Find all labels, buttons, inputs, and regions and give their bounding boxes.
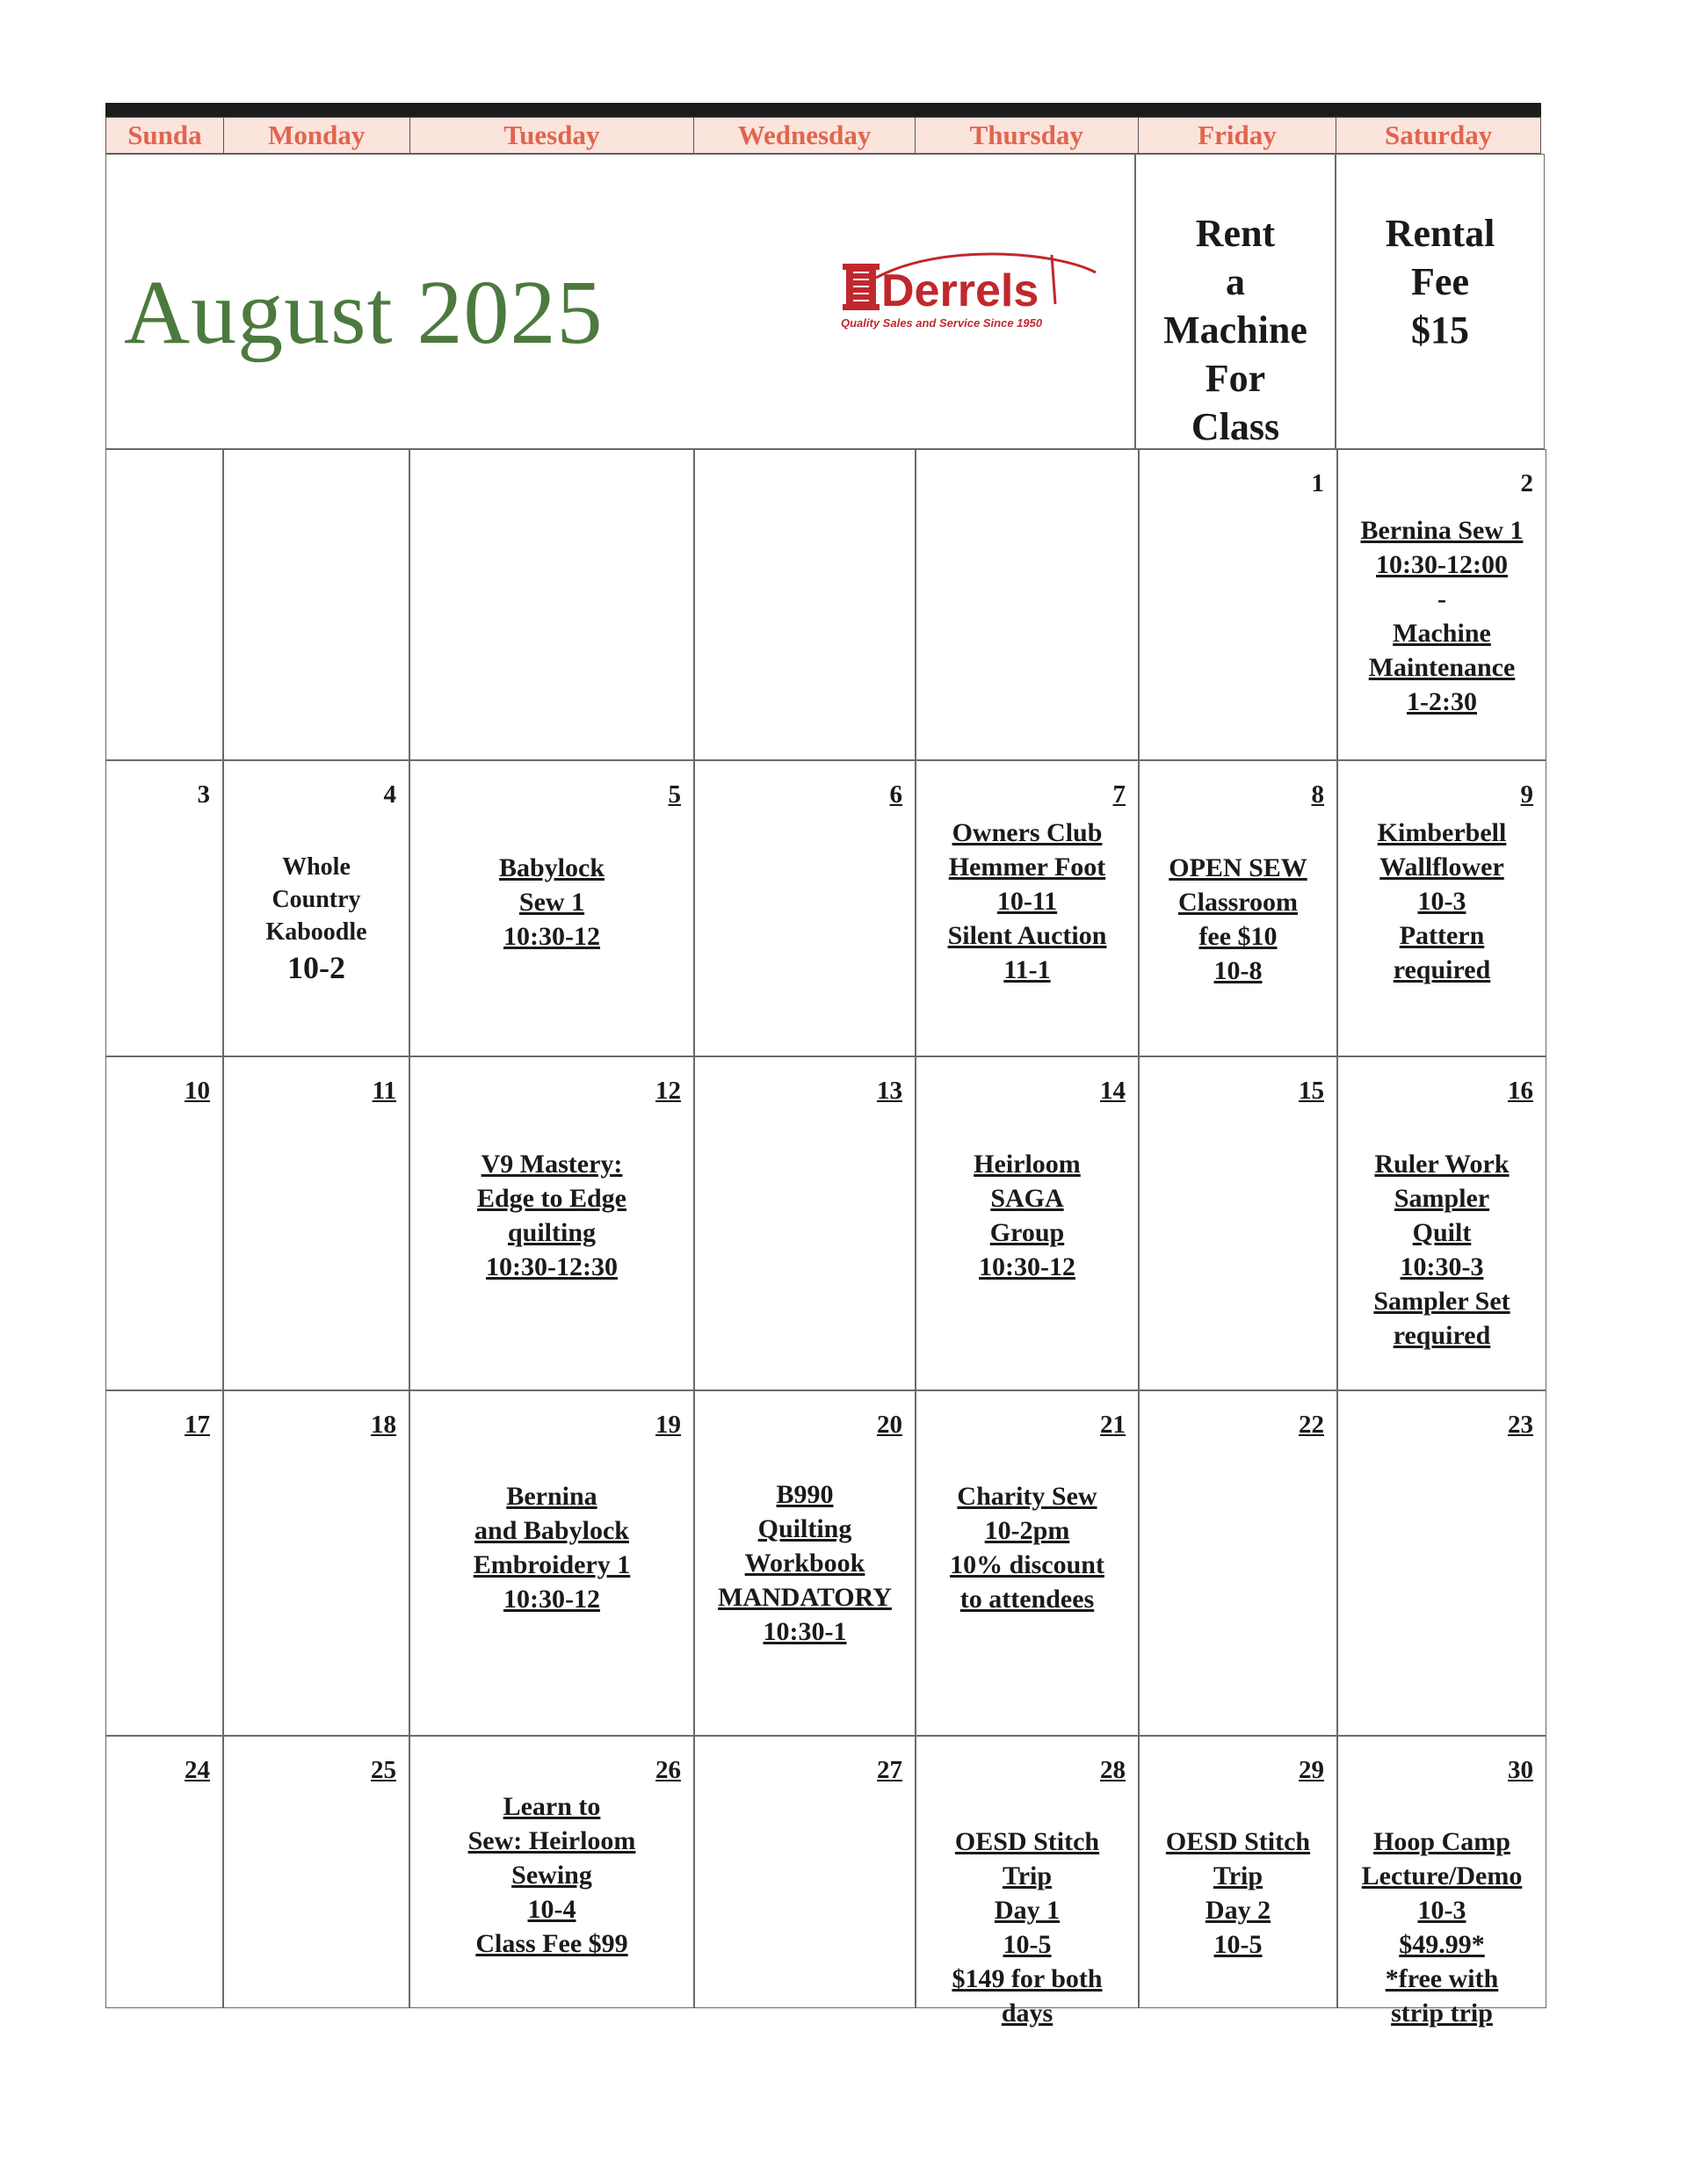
event-line: 11-1 [1003,955,1051,984]
rent-line: Rent [1195,212,1276,255]
rent-line: For [1205,357,1266,400]
event-line: Silent Auction [947,921,1107,950]
event-line: 10:30-12 [503,922,600,951]
day-number: 20 [877,1411,902,1439]
event-text [916,1479,1138,1616]
event-line: Country [272,886,361,913]
event-line: Wallflower [1379,853,1504,882]
day-number: 22 [1299,1411,1324,1439]
weekday-friday: Friday [1139,118,1337,153]
event-line: V9 Mastery: [481,1150,623,1179]
event-line: Class Fee $99 [475,1929,628,1958]
event-text [695,1477,915,1649]
event-line: Learn to [503,1792,601,1821]
event-line: $49.99* [1399,1930,1485,1959]
day-cell [1139,1056,1337,1390]
event-text [916,816,1138,987]
event-line: Machine [1393,619,1491,648]
day-cell [105,1390,223,1736]
rental-fee-text [1336,209,1544,354]
day-cell [223,1390,409,1736]
day-number: 9 [1520,780,1533,809]
day-number: 3 [197,780,210,809]
day-cell [1337,449,1546,760]
day-cell [916,1056,1139,1390]
event-line: Workbook [744,1549,865,1578]
day-number: 14 [1100,1077,1126,1105]
day-cell [694,1736,916,2008]
day-cell [916,1736,1139,2028]
day-number: 13 [877,1077,902,1105]
day-cell [694,449,916,760]
event-line: Bernina [506,1482,597,1511]
event-line: Sampler [1394,1184,1490,1213]
rent-line: Machine [1163,308,1307,352]
event-line: SAGA [990,1184,1064,1213]
day-cell [1139,760,1337,1056]
day-cell [409,449,694,760]
event-line: Ruler Work [1374,1150,1510,1179]
day-number: 23 [1508,1411,1533,1439]
event-line: 10-3 [1417,1896,1466,1925]
day-cell [223,1736,409,2008]
event-line: Charity Sew [957,1482,1097,1511]
day-cell [409,1056,694,1390]
day-cell [1337,1056,1546,1390]
event-text [1338,1825,1546,2030]
event-line: Maintenance [1368,653,1516,682]
event-line: Sampler Set [1373,1287,1510,1316]
event-line: - [1437,584,1446,613]
fee-line: Rental [1385,212,1495,255]
event-line: Heirloom [974,1150,1081,1179]
rent-line: a [1226,260,1245,303]
event-line: OESD Stitch [1165,1827,1311,1856]
day-cell [694,760,916,1056]
event-line: Classroom [1177,888,1299,917]
event-line: Lecture/Demo [1361,1861,1523,1890]
rent-promo-text [1136,209,1335,451]
event-line: 1-2:30 [1407,687,1477,716]
event-line: to attendees [959,1585,1095,1614]
weekday-header [105,117,1541,154]
event-line: and Babylock [474,1516,629,1545]
title-banner [105,154,1135,449]
event-text [410,1479,693,1616]
day-number: 27 [877,1756,902,1784]
day-number: 4 [383,780,396,809]
event-text [1338,816,1546,987]
day-cell [1337,1736,1546,2028]
weekday-tuesday: Tuesday [410,118,695,153]
day-cell [105,760,223,1056]
day-number: 5 [668,780,681,809]
month-title: August 2025 [124,262,604,363]
event-line: required [1393,955,1491,984]
event-line: Pattern [1399,921,1485,950]
day-cell [223,1056,409,1390]
event-line: Sew: Heirloom [467,1826,636,1855]
weekday-sunday: Sunda [106,118,224,153]
event-line: Group [989,1218,1065,1247]
day-cell [1139,449,1337,760]
event-line: 10-2 [287,950,345,985]
day-cell [1139,1736,1337,2008]
day-number: 10 [185,1077,210,1105]
event-line: 10:30-12 [979,1252,1075,1281]
event-line: Day 1 [994,1896,1061,1925]
day-number: 15 [1299,1077,1324,1105]
weekday-thursday: Thursday [916,118,1139,153]
day-cell [1337,760,1546,1056]
event-line: 10:30-1 [763,1617,847,1646]
day-cell [105,1056,223,1390]
event-text [1338,1147,1546,1353]
logo-brand-text: Derrels [881,265,1039,316]
day-number: 17 [185,1411,210,1439]
event-line: MANDATORY [718,1583,892,1612]
event-line: Whole [282,853,351,881]
day-cell [409,1390,694,1736]
day-number: 12 [655,1077,681,1105]
day-number: 30 [1508,1756,1533,1784]
day-number: 29 [1299,1756,1324,1784]
event-line: OESD Stitch [954,1827,1100,1856]
day-number: 16 [1508,1077,1533,1105]
event-line: Hoop Camp [1373,1827,1510,1856]
rent-line: Class [1191,405,1280,448]
weekday-saturday: Saturday [1384,120,1493,150]
event-text [410,1147,693,1284]
event-line: Babylock [498,853,605,882]
rental-fee-promo [1336,154,1545,449]
event-line: Embroidery 1 [473,1550,631,1579]
event-line: B990 [776,1480,834,1509]
event-text [224,851,409,987]
event-text [1338,513,1546,719]
day-cell [409,760,694,1056]
event-line: required [1393,1321,1491,1350]
day-number: 7 [1112,780,1126,809]
event-text [1140,1825,1336,1962]
event-text [1140,851,1336,988]
event-line: 10-2pm [984,1516,1070,1545]
day-cell [223,449,409,760]
weekday-wednesday: Wednesday [694,118,916,153]
event-line: 10-5 [1213,1930,1263,1959]
day-cell [105,449,223,760]
day-number: 25 [371,1756,396,1784]
event-line: OPEN SEW [1169,853,1307,882]
day-number: 8 [1311,780,1324,809]
event-line: 10:30-3 [1400,1252,1484,1281]
event-line: 10% discount [950,1550,1104,1579]
day-cell [105,1736,223,2008]
event-line: strip trip [1391,1999,1493,2028]
day-cell [223,760,409,1056]
day-cell [694,1056,916,1390]
day-cell [694,1390,916,1736]
event-line: Quilt [1412,1218,1472,1247]
event-text [916,1825,1138,2030]
logo-tagline: Quality Sales and Service Since 1950 [841,316,1043,330]
day-cell [1337,1390,1546,1736]
day-number: 2 [1520,469,1533,497]
day-number: 28 [1100,1756,1126,1784]
event-line: $149 for both [952,1964,1103,1993]
event-line: Kaboodle [265,918,367,946]
day-cell [916,1390,1139,1736]
event-text [410,851,693,954]
event-line: 10:30-12:30 [486,1252,618,1281]
event-line: Sewing [511,1861,592,1890]
rent-machine-promo [1135,154,1336,449]
derrels-logo [836,251,1117,330]
event-line: 10:30-12:00 [1376,550,1508,579]
day-cell [1139,1390,1337,1736]
event-line: Edge to Edge [476,1184,626,1213]
day-number: 1 [1311,469,1324,497]
event-line: Bernina Sew 1 [1360,516,1524,545]
day-cell [916,449,1139,760]
fee-line: Fee [1411,260,1469,303]
weekday-monday: Monday [224,118,410,153]
event-line: 10-3 [1417,887,1466,916]
day-number: 6 [889,780,902,809]
day-number: 26 [655,1756,681,1784]
day-number: 11 [372,1077,396,1105]
event-line: fee $10 [1198,922,1278,951]
event-text [916,1147,1138,1284]
day-number: 18 [371,1411,396,1439]
event-line: 10-11 [996,887,1058,916]
day-number: 24 [185,1756,210,1784]
event-line: Hemmer Foot [948,853,1106,882]
event-text [410,1789,693,1961]
event-line: Trip [1002,1861,1053,1890]
event-line: 10-4 [527,1895,576,1924]
event-line: Kimberbell [1377,818,1507,847]
day-cell [916,760,1139,1056]
day-cell [409,1736,694,2008]
event-line: Quilting [757,1514,852,1543]
event-line: 10:30-12 [503,1585,600,1614]
day-number: 21 [1100,1411,1126,1439]
calendar-grid [105,154,1546,2028]
day-number: 19 [655,1411,681,1439]
event-line: quilting [507,1218,597,1247]
event-line: 10-5 [1003,1930,1052,1959]
event-line: Owners Club [952,818,1103,847]
event-line: Trip [1213,1861,1263,1890]
fee-line: $15 [1411,308,1469,352]
event-line: 10-8 [1213,956,1263,985]
event-line: Day 2 [1205,1896,1271,1925]
event-line: days [1001,1999,1053,2028]
event-line: Sew 1 [518,888,585,917]
top-border-bar [105,103,1541,117]
event-line: *free with [1385,1964,1499,1993]
